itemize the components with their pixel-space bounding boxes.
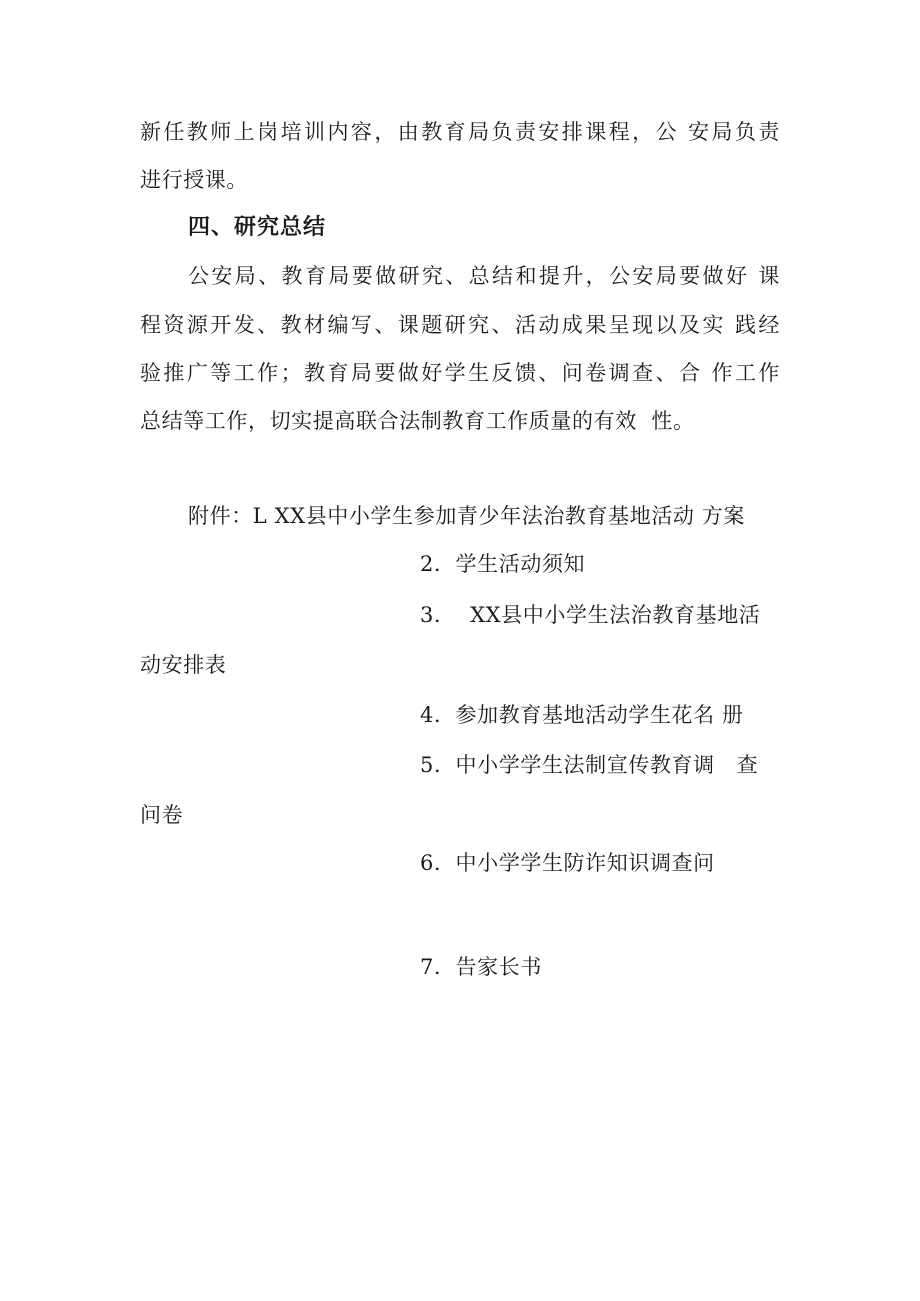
attachment-item: 附件：L XX县中小学生参加青少年法治教育基地活动 方案 — [188, 504, 745, 528]
attachment-item-continued: 动安排表 — [140, 653, 227, 677]
paragraph-line: 总结等工作，切实提高联合法制教育工作质量的有效 性。 — [140, 409, 695, 433]
attachment-item: 3． XX县中小学生法治教育基地活 — [420, 603, 761, 627]
attachment-item: 4．参加教育基地活动学生花名 册 — [420, 703, 744, 727]
section-heading: 四、研究总结 — [188, 215, 327, 240]
attachment-item: 5．中小学学生法制宣传教育调 查 — [420, 753, 759, 777]
attachment-item: 2．学生活动须知 — [420, 552, 586, 576]
attachment-item: 7．告家长书 — [420, 955, 542, 979]
attachment-item-continued: 问卷 — [140, 803, 184, 827]
paragraph-line: 新任教师上岗培训内容，由教育局负责安排课程，公 安局负责 — [140, 120, 780, 144]
paragraph-line: 进行授课。 — [140, 168, 248, 192]
paragraph-line: 程资源开发、教材编写、课题研究、活动成果呈现以及实 践经 — [140, 313, 780, 337]
paragraph-line: 验推广等工作；教育局要做好学生反馈、问卷调查、合 作工作 — [140, 361, 780, 385]
attachment-item: 6．中小学学生防诈知识调查问 — [420, 851, 715, 875]
paragraph-line: 公安局、教育局要做研究、总结和提升，公安局要做好 课 — [188, 264, 780, 288]
